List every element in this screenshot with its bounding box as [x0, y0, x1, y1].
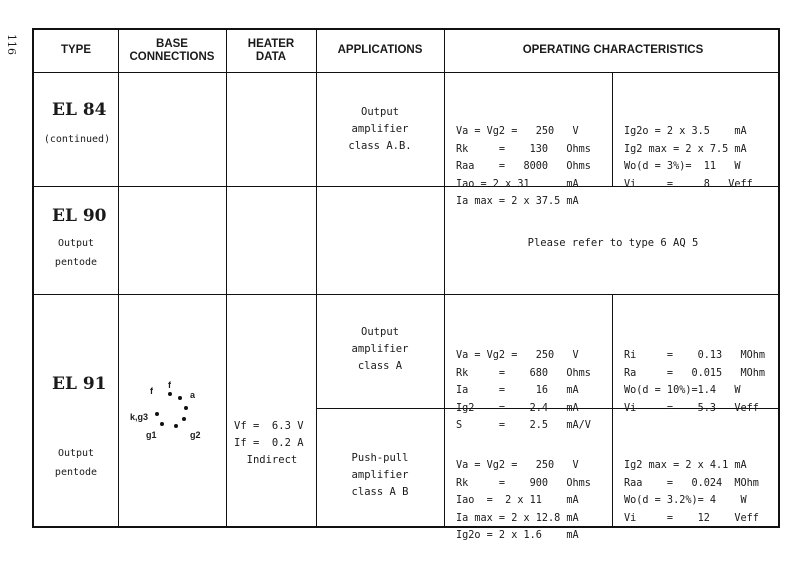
el90-desc: Output pentode	[54, 238, 98, 268]
el91-application-b: Push-pull amplifier class A B	[351, 452, 409, 498]
pin-label: f	[150, 386, 153, 396]
header-heater: HEATER DATA	[247, 38, 295, 63]
el90-refer: Please refer to type 6 AQ 5	[527, 237, 699, 249]
pin-label: g2	[190, 430, 201, 440]
pin-dot	[155, 412, 159, 416]
page-number: 116	[5, 34, 18, 55]
el91-a-char-left: Va = Vg2 = 250 V Rk = 680 Ohms Ia = 16 mA Ig2 = 2.4 mA S = 2.5 mA/V	[456, 350, 591, 431]
el84-note: (continued)	[43, 134, 111, 145]
pin-label: k,g3	[130, 412, 149, 422]
pin-label: a	[190, 390, 196, 400]
el91-a-char-right: Ri = 0.13 MOhm Ra = 0.015 MOhm Wo(d = 10%)=1.4 W Vi = 5.3 Veff	[624, 350, 766, 414]
header-base: BASE CONNECTIONS	[129, 38, 215, 63]
el91-b-char-right: Ig2 max = 2 x 4.1 mA Raa = 0.024 MOhm Wo(d = 3.2%)= 4 W Vi = 12 Veff	[624, 460, 759, 524]
pin-dot	[168, 392, 172, 396]
pin-dot	[174, 424, 178, 428]
type-el90: EL 90	[52, 206, 107, 226]
tube-table	[32, 28, 780, 541]
pin-label: g1	[146, 430, 157, 440]
pin-dot	[160, 422, 164, 426]
header-operating: OPERATING CHARACTERISTICS	[522, 44, 704, 56]
header-type: TYPE	[60, 44, 92, 56]
el84-application: Output amplifier class A.B.	[348, 106, 412, 152]
el84-char-left: Va = Vg2 = 250 V Rk = 130 Ohms Raa = 8000 Ohms Iao = 2 x 31 mA Ia max = 2 x 37.5 mA	[456, 126, 591, 207]
el91-heater: Vf = 6.3 V If = 0.2 A Indirect	[234, 420, 304, 466]
pin-dot	[178, 396, 182, 400]
pin-dot	[182, 417, 186, 421]
el91-b-char-left: Va = Vg2 = 250 V Rk = 900 Ohms Iao = 2 x 11 mA Ia max = 2 x 12.8 mA Ig2o = 2 x 1.6 mA	[456, 460, 591, 541]
pin-dot	[184, 406, 188, 410]
pin-label: f	[168, 380, 171, 390]
type-el91: EL 91	[52, 374, 107, 394]
type-el84: EL 84	[52, 100, 107, 120]
header-applications: APPLICATIONS	[337, 44, 423, 56]
el84-char-right: Ig2o = 2 x 3.5 mA Ig2 max = 2 x 7.5 mA Wo(d = 3%)= 11 W Vi = 8 Veff	[624, 126, 753, 190]
el91-desc: Output pentode	[54, 448, 98, 478]
el91-application-a: Output amplifier class A	[351, 326, 409, 372]
